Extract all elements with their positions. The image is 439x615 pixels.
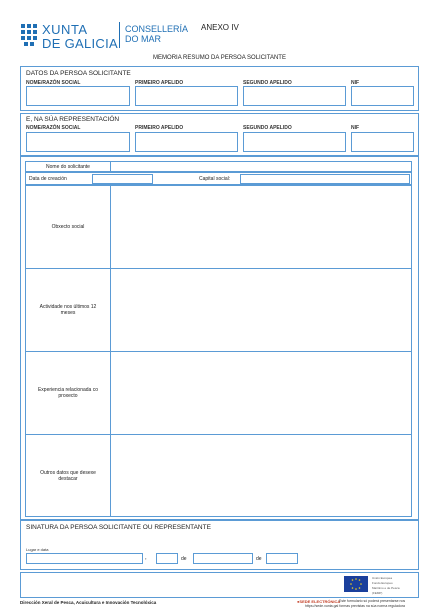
representative-nif-field[interactable] [351,132,414,152]
applicant-section [20,66,419,111]
eu-text-1: Unión Europea [372,576,393,580]
representative-nif-label: NIF [351,125,360,131]
eu-text-3: Marítimo e de Pesca [372,586,400,590]
creation-date-field[interactable] [92,174,153,184]
project-experience-field[interactable] [111,352,411,435]
summary-table-section [20,156,419,520]
representative-surname1-label: PRIMEIRO APELIDO [135,125,184,131]
recent-activity-label: Actividade nos últimos 12 meses [26,269,111,352]
sede-icon: ● [297,599,300,604]
logo-line1: XUNTA [42,22,88,37]
business-purpose-label: Obxecto social [26,186,111,269]
document-title: MEMORIA RESUMO DA PERSOA SOLICITANTE [153,55,286,61]
other-data-field[interactable] [111,435,411,517]
place-comma: , [145,555,147,561]
representative-section [20,113,419,156]
applicant-name-label: NOME/RAZÓN SOCIAL [26,80,81,86]
applicant-section-title: DATOS DA PERSOA SOLICITANTE [26,70,131,77]
applicant-surname1-field[interactable] [135,86,238,106]
representative-section-title: E, NA SÚA REPRESENTACIÓN [26,116,120,123]
department-line1: CONSELLERÍA [125,24,189,34]
eu-flag-icon [344,576,368,592]
applicant-nif-field[interactable] [351,86,414,106]
signature-section [20,520,419,570]
representative-name-label: NOME/RAZÓN SOCIAL [26,125,81,131]
capital-field[interactable] [240,174,410,184]
annex-label: ANEXO IV [201,23,239,32]
directorate-footer: Dirección Xeral de Pesca, Acuicultura e Innovación Tecnolóxica [20,600,157,605]
eu-text-2: Fondo Europeo [372,581,393,585]
logo-divider [119,22,120,48]
applicant-name-cell-field[interactable] [110,161,412,172]
xunta-emblem-icon [20,23,38,49]
representative-surname2-label: SEGUNDO APELIDO [243,125,292,131]
applicant-nif-label: NIF [351,80,360,86]
applicant-surname2-label: SEGUNDO APELIDO [243,80,292,86]
sede-note-1: Este formulario só poderá presentarse nos [339,599,406,603]
logo-line2: DE GALICIA [42,36,118,51]
applicant-name-cell-label: Nome do solicitante [25,161,111,172]
sede-electronica-text: SEDE ELECTRÓNICA [299,599,341,604]
signature-section-title: SINATURA DA PERSOA SOLICITANTE OU REPRESENTANTE [26,524,211,531]
business-purpose-field[interactable] [111,186,411,269]
applicant-name-field[interactable] [26,86,130,106]
recent-activity-field[interactable] [111,269,411,352]
day-field[interactable] [156,553,178,564]
sede-note-2: https://sede.xunta.gal formas previstas na súa norma reguladora [305,604,405,608]
department-line2: DO MAR [125,34,161,44]
representative-surname1-field[interactable] [135,132,238,152]
representative-surname2-field[interactable] [243,132,346,152]
place-date-label: Lugar e data [26,547,49,552]
place-field[interactable] [26,553,143,564]
eu-logo-box [20,572,419,598]
creation-date-label: Data de creación [29,176,67,182]
de-label-2: de [256,556,262,562]
year-field[interactable] [266,553,298,564]
capital-label: Capital social: [199,176,231,182]
other-data-label: Outros datos que desexe destacar [26,435,111,517]
xunta-logo [20,22,120,52]
applicant-surname2-field[interactable] [243,86,346,106]
summary-rows [25,185,412,517]
applicant-surname1-label: PRIMEIRO APELIDO [135,80,184,86]
de-label-1: de [181,556,187,562]
project-experience-label: Experiencia relacionada co proxecto [26,352,111,435]
eu-text-4: (FEMP) [372,591,383,595]
month-field[interactable] [193,553,253,564]
representative-name-field[interactable] [26,132,130,152]
